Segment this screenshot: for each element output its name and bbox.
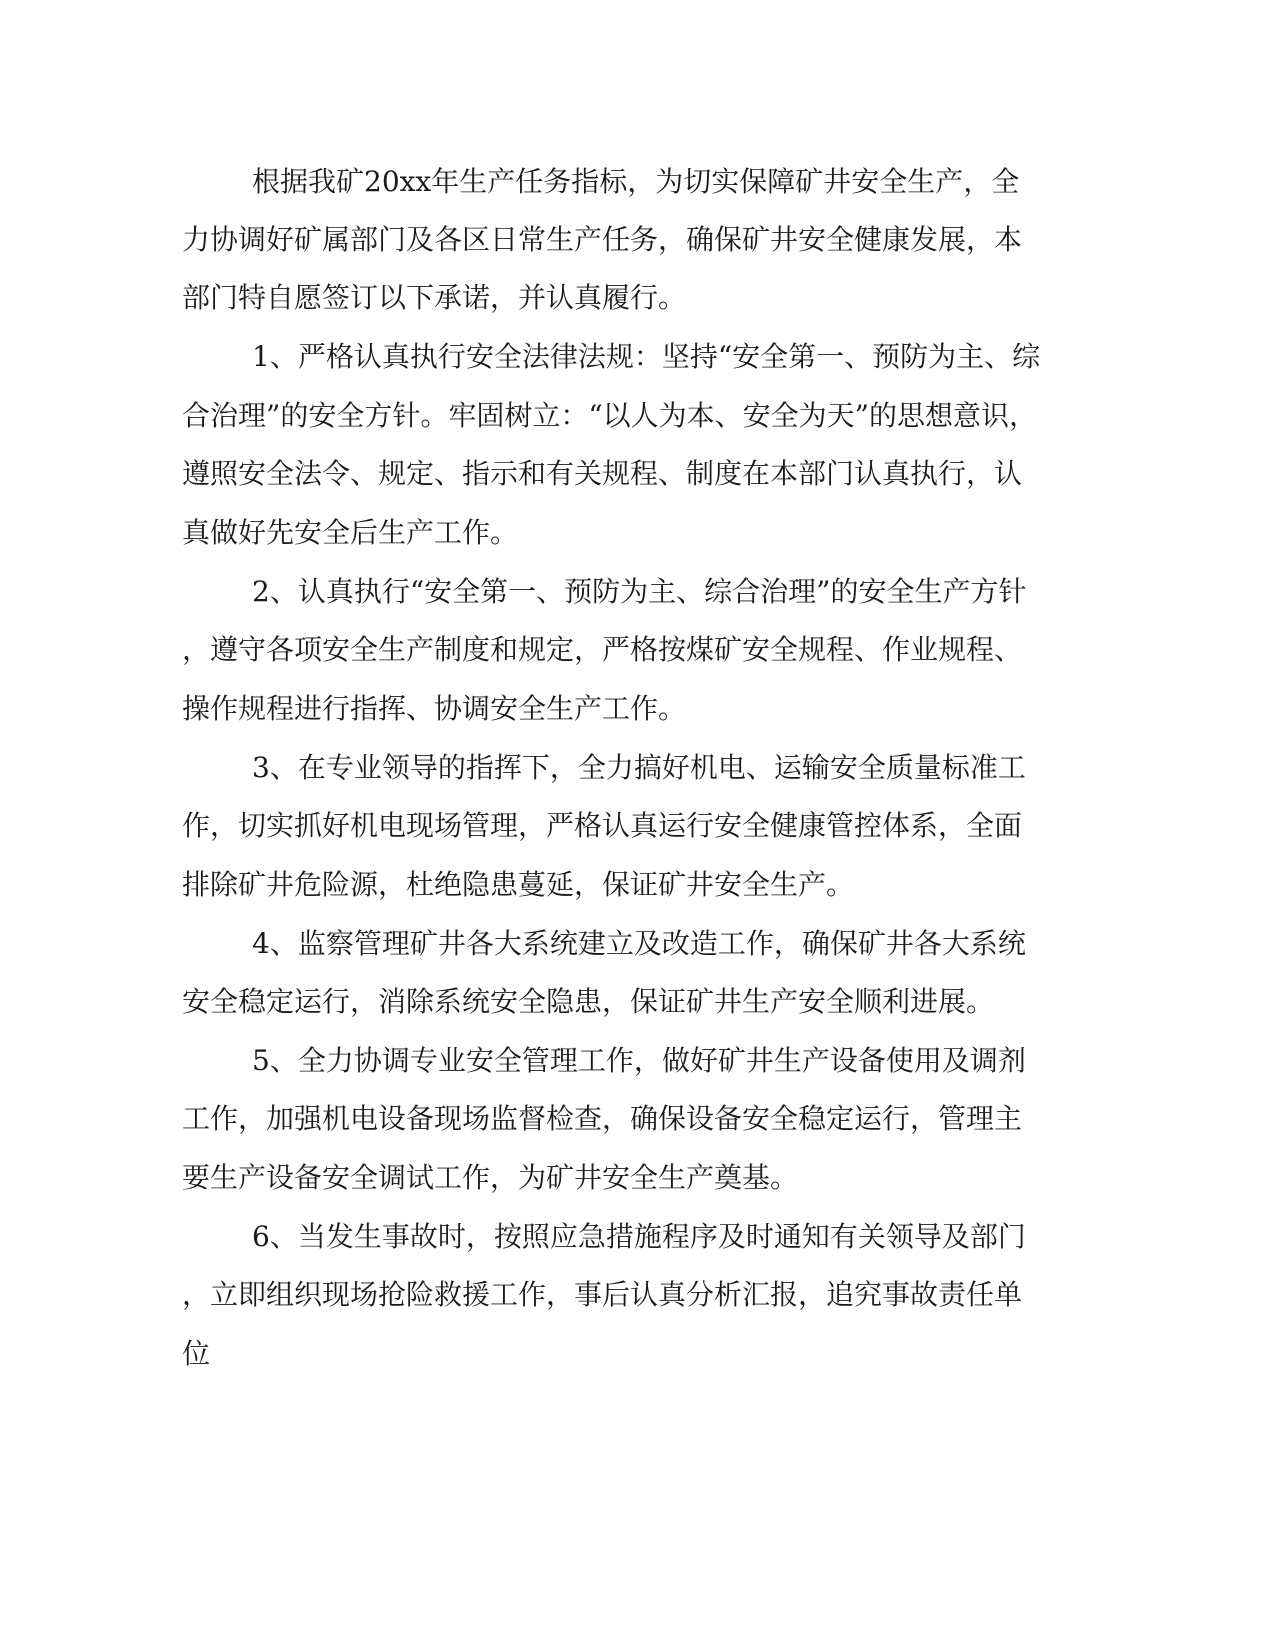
paragraph-2-line-2: 合治理”的安全方针。牢固树立：“以人为本、安全为天”的思想意识， — [182, 399, 1037, 432]
paragraph-1-line-1: 根据我矿20xx年生产任务指标，为切实保障矿井安全生产，全 — [252, 165, 1020, 198]
paragraph-3-line-3: 操作规程进行指挥、协调安全生产工作。 — [182, 692, 687, 725]
paragraph-1-line-2: 力协调好矿属部门及各区日常生产任务，确保矿井安全健康发展，本 — [182, 223, 1023, 256]
paragraph-6-line-3: 要生产设备安全调试工作，为矿井安全生产奠基。 — [182, 1161, 799, 1194]
paragraph-6-line-1: 5、全力协调专业安全管理工作，做好矿井生产设备使用及调剂 — [252, 1044, 1026, 1077]
paragraph-5-line-1: 4、监察管理矿井各大系统建立及改造工作，确保矿井各大系统 — [252, 927, 1026, 960]
paragraph-3-line-1: 2、认真执行“安全第一、预防为主、综合治理”的安全生产方针 — [252, 575, 1027, 608]
paragraph-5-line-2: 安全稳定运行，消除系统安全隐患，保证矿井生产安全顺利进展。 — [182, 985, 995, 1018]
paragraph-2-line-3: 遵照安全法令、规定、指示和有关规程、制度在本部门认真执行，认 — [182, 457, 1023, 490]
paragraph-2-line-4: 真做好先安全后生产工作。 — [182, 516, 519, 549]
paragraph-7-line-1: 6、当发生事故时，按照应急措施程序及时通知有关领导及部门 — [252, 1220, 1026, 1253]
paragraph-4-line-1: 3、在专业领导的指挥下，全力搞好机电、运输安全质量标准工 — [252, 751, 1026, 784]
paragraph-6-line-2: 工作，加强机电设备现场监督检查，确保设备安全稳定运行，管理主 — [182, 1102, 1023, 1135]
paragraph-2-line-1: 1、严格认真执行安全法律法规：坚持“安全第一、预防为主、综 — [252, 340, 1041, 373]
paragraph-7-line-2: ，立即组织现场抢险救援工作，事后认真分析汇报，追究事故责任单 — [182, 1278, 1023, 1311]
paragraph-4-line-2: 作，切实抓好机电现场管理，严格认真运行安全健康管控体系，全面 — [182, 809, 1023, 842]
paragraph-7-line-3: 位 — [182, 1337, 211, 1370]
paragraph-1-line-3: 部门特自愿签订以下承诺，并认真履行。 — [182, 281, 687, 314]
paragraph-4-line-3: 排除矿井危险源，杜绝隐患蔓延，保证矿井安全生产。 — [182, 868, 855, 901]
paragraph-3-line-2: ，遵守各项安全生产制度和规定，严格按煤矿安全规程、作业规程、 — [182, 633, 1023, 666]
